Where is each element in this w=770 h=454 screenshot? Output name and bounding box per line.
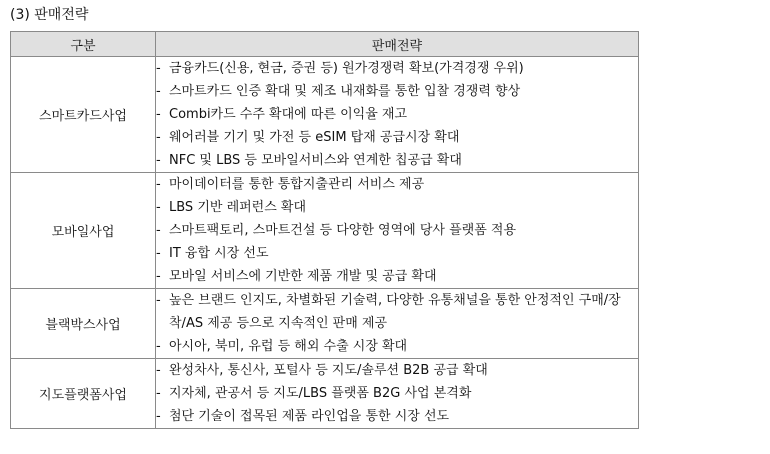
strategy-item — [156, 149, 638, 172]
bullet-dash: - — [156, 130, 161, 145]
strategy-item-text: 모바일 서비스에 기반한 제품 개발 및 공급 확대 — [169, 269, 437, 284]
bullet-dash: - — [156, 61, 161, 76]
strategy-item — [156, 289, 638, 335]
strategy-item — [156, 196, 638, 219]
table-row — [11, 57, 639, 173]
bullet-dash: - — [156, 409, 161, 424]
strategy-item-text: 완성차사, 통신사, 포털사 등 지도/솔루션 B2B 공급 확대 — [169, 363, 488, 378]
category-cell: 블랙박스사업 — [11, 289, 156, 359]
bullet-dash: - — [156, 200, 161, 215]
strategy-item — [156, 265, 638, 288]
strategy-item — [156, 382, 638, 405]
category-cell: 모바일사업 — [11, 173, 156, 289]
bullet-dash: - — [156, 107, 161, 122]
bullet-dash: - — [156, 84, 161, 99]
strategy-item-text: 지자체, 관공서 등 지도/LBS 플랫폼 B2G 사업 본격화 — [169, 386, 472, 401]
strategy-cell — [156, 359, 639, 429]
bullet-dash: - — [156, 269, 161, 284]
bullet-dash: - — [156, 386, 161, 401]
strategy-item-text: LBS 기반 레퍼런스 확대 — [169, 200, 307, 215]
table-row — [11, 289, 639, 359]
strategy-item — [156, 57, 638, 80]
strategy-item-text: 첨단 기술이 접목된 제품 라인업을 통한 시장 선도 — [169, 409, 450, 424]
strategy-item-text: NFC 및 LBS 등 모바일서비스와 연계한 칩공급 확대 — [169, 153, 462, 168]
strategy-item-text: IT 융합 시장 선도 — [169, 246, 269, 261]
table-row — [11, 359, 639, 429]
bullet-dash: - — [156, 339, 161, 354]
strategy-item — [156, 219, 638, 242]
sales-strategy-table — [10, 31, 639, 429]
table-header-row — [11, 32, 639, 57]
category-cell: 지도플랫폼사업 — [11, 359, 156, 429]
strategy-item-text: 스마트카드 인증 확대 및 제조 내재화를 통한 입찰 경쟁력 향상 — [169, 84, 521, 99]
bullet-dash: - — [156, 246, 161, 261]
header-strategy: 판매전략 — [156, 32, 639, 57]
strategy-cell — [156, 57, 639, 173]
strategy-cell — [156, 173, 639, 289]
strategy-item — [156, 126, 638, 149]
bullet-dash: - — [156, 223, 161, 238]
section-title: (3) 판매전략 — [10, 7, 89, 23]
bullet-dash: - — [156, 153, 161, 168]
bullet-dash: - — [156, 177, 161, 192]
strategy-item — [156, 173, 638, 196]
strategy-item-text: 웨어러블 기기 및 가전 등 eSIM 탑재 공급시장 확대 — [169, 130, 460, 145]
strategy-item — [156, 80, 638, 103]
strategy-item-text: Combi카드 수주 확대에 따른 이익율 재고 — [169, 107, 408, 122]
strategy-item-text: 높은 브랜드 인지도, 차별화된 기술력, 다양한 유통채널을 통한 안정적인 구매/장착/AS 제공 등으로 지속적인 판매 제공 — [169, 293, 621, 331]
strategy-item-text: 스마트팩토리, 스마트건설 등 다양한 영역에 당사 플랫폼 적용 — [169, 223, 517, 238]
strategy-item — [156, 335, 638, 358]
strategy-item-text: 금융카드(신용, 현금, 증권 등) 원가경쟁력 확보(가격경쟁 우위) — [169, 61, 524, 76]
strategy-cell — [156, 289, 639, 359]
strategy-item-text: 아시아, 북미, 유럽 등 해외 수출 시장 확대 — [169, 339, 408, 354]
table-row — [11, 173, 639, 289]
bullet-dash: - — [156, 293, 161, 308]
header-category: 구분 — [11, 32, 156, 57]
strategy-item — [156, 405, 638, 428]
strategy-item — [156, 242, 638, 265]
bullet-dash: - — [156, 363, 161, 378]
strategy-item — [156, 103, 638, 126]
strategy-item-text: 마이데이터를 통한 통합지출관리 서비스 제공 — [169, 177, 425, 192]
strategy-item — [156, 359, 638, 382]
category-cell: 스마트카드사업 — [11, 57, 156, 173]
